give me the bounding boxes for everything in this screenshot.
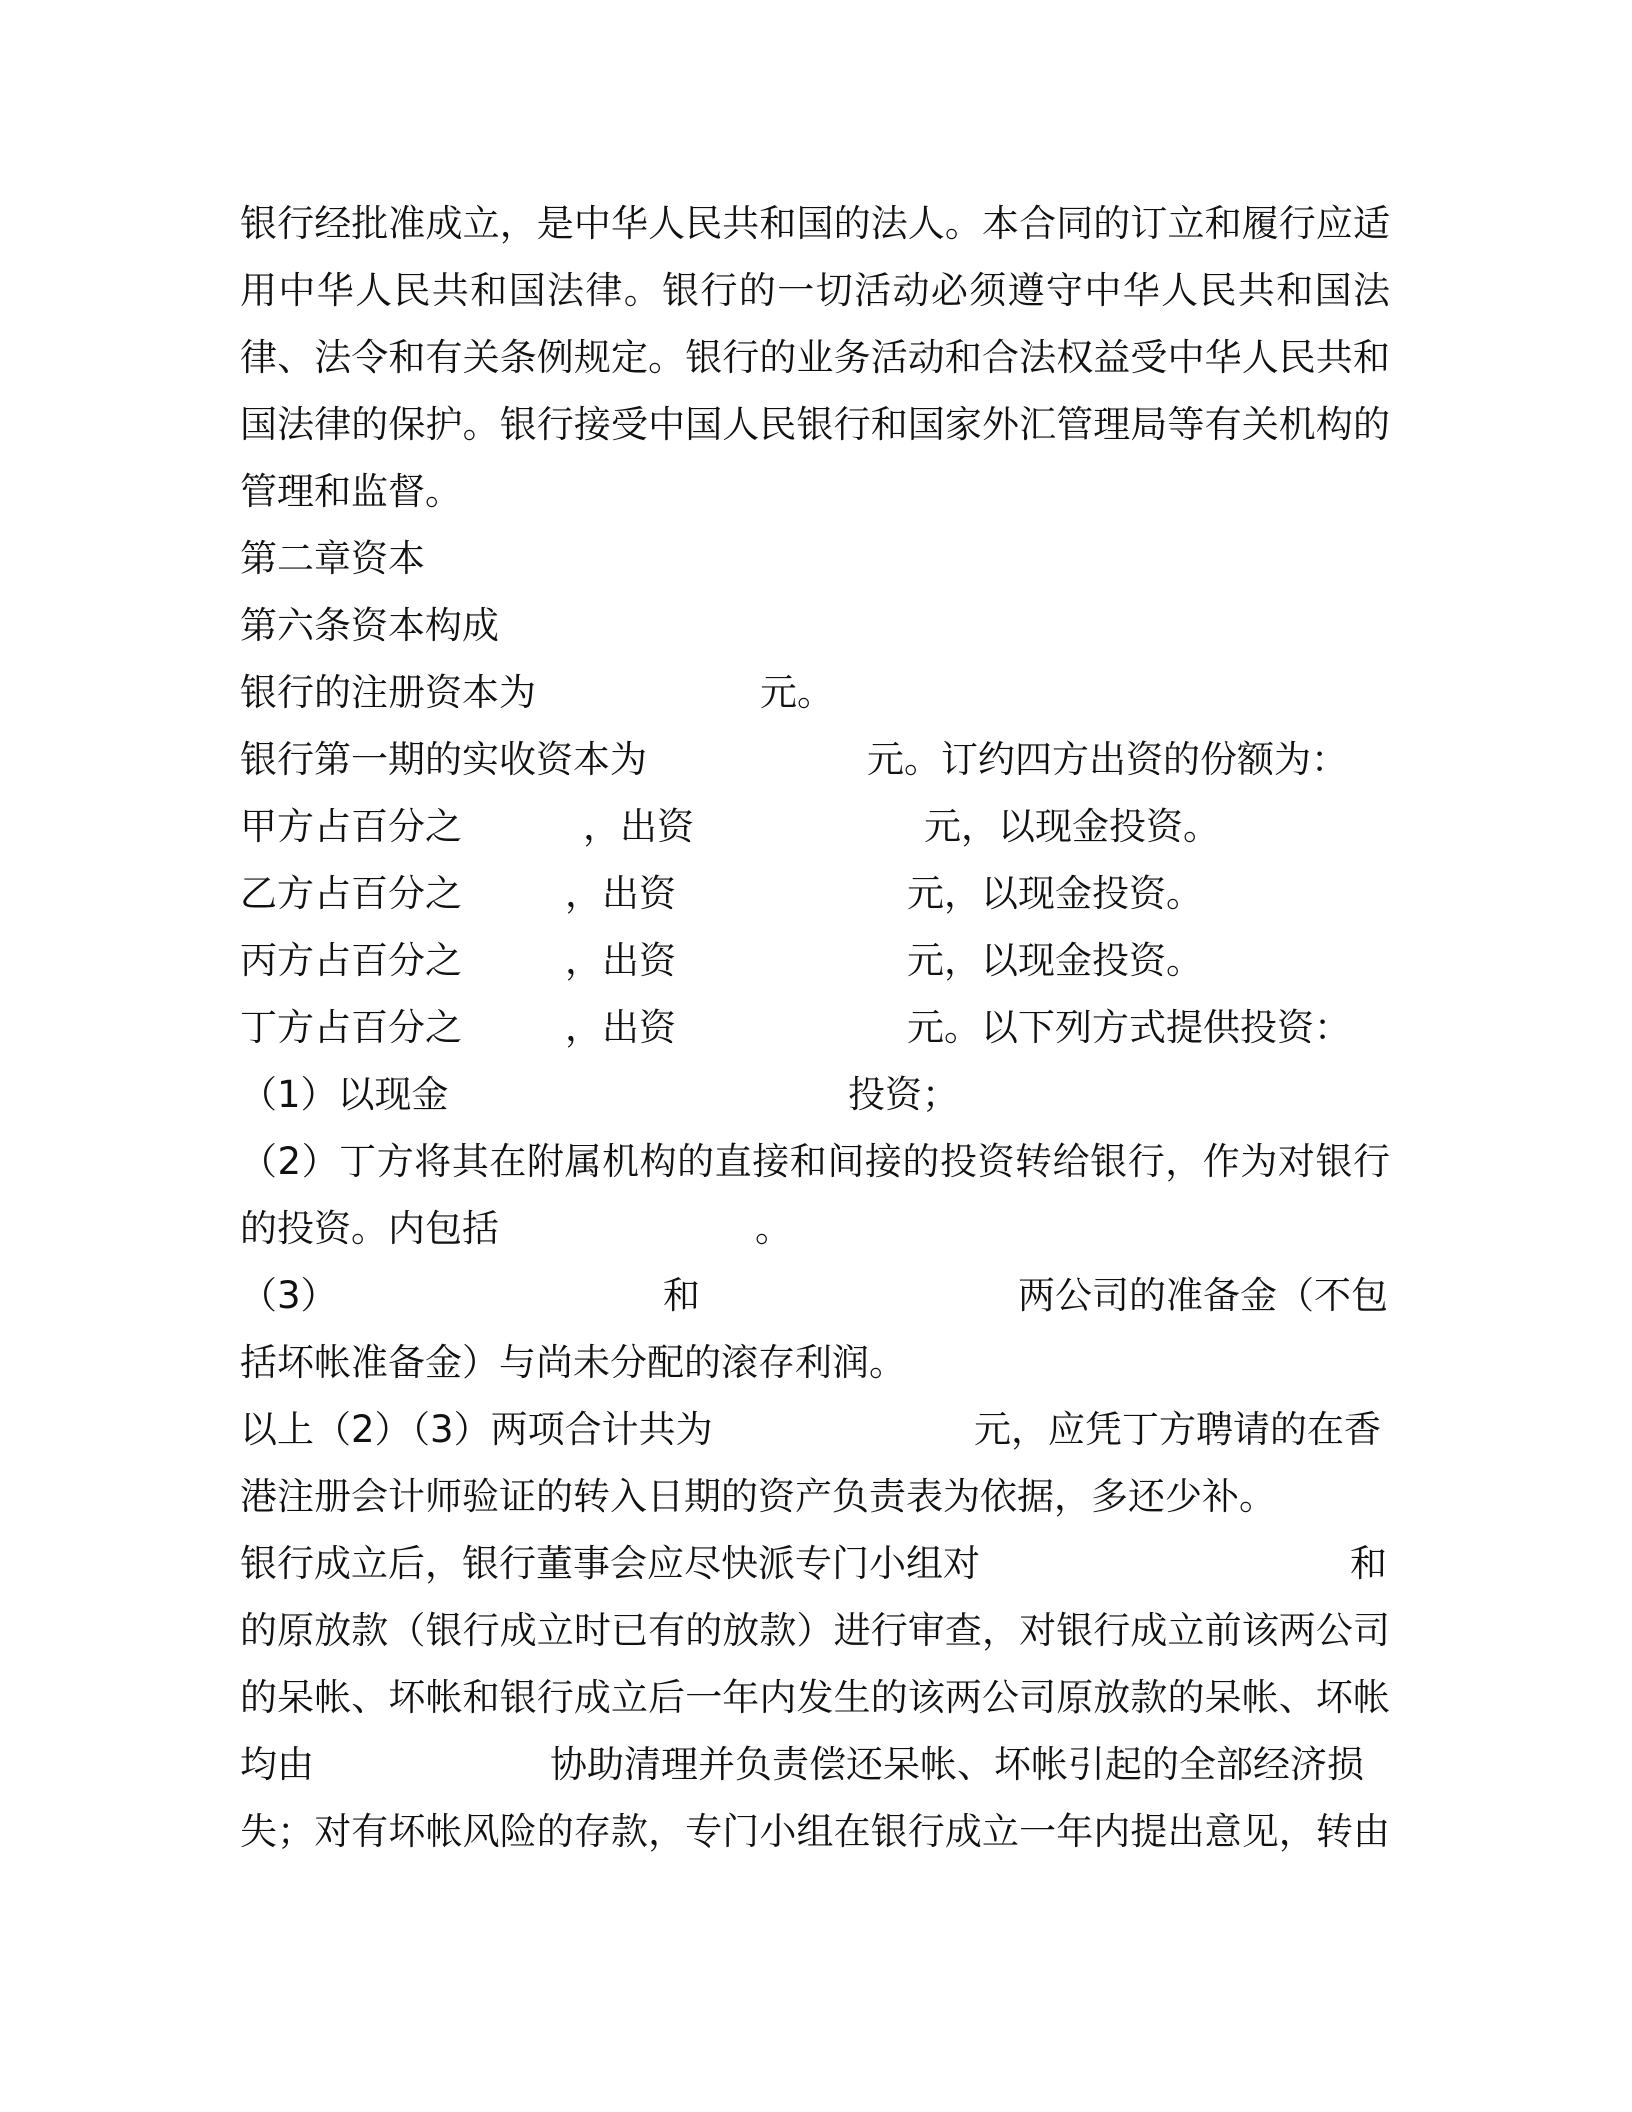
paragraph-line: 国法律的保护。银行接受中国人民银行和国家外汇管理局等有关机构的: [240, 403, 1390, 446]
share-suffix: 元。以下列方式提供投资：: [907, 1006, 1351, 1049]
total-prefix: 以上（2）（3）两项合计共为: [240, 1408, 713, 1451]
share-middle: ，出资: [583, 805, 694, 848]
share-suffix: 元，以现金投资。: [907, 872, 1203, 915]
review-line4: [240, 1731, 1390, 1798]
total-suffix: 元，应凭丁方聘请的在香: [974, 1408, 1381, 1451]
item2-suffix: 。: [755, 1207, 792, 1250]
paid-in-capital-unit: 元。订约四方出资的份额为：: [867, 738, 1348, 781]
review-line1-suffix: 和: [1350, 1542, 1387, 1585]
item1-line: [240, 1061, 1390, 1128]
item2-prefix: 的投资。内包括: [240, 1207, 499, 1250]
share-line-ding: [240, 994, 1390, 1061]
item3-prefix: （3）: [240, 1274, 338, 1317]
chapter-title: 第二章资本: [240, 537, 425, 580]
registered-capital-label: 银行的注册资本为: [240, 671, 536, 714]
item3-line1: [240, 1262, 1390, 1329]
share-middle: ，出资: [565, 1006, 676, 1049]
review-line3: 的呆帐、坏帐和银行成立后一年内发生的该两公司原放款的呆帐、坏帐: [240, 1676, 1390, 1719]
review-line5: 失；对有坏帐风险的存款，专门小组在银行成立一年内提出意见，转由: [240, 1810, 1390, 1853]
total-line1: [240, 1396, 1390, 1463]
review-line2: 的原放款（银行成立时已有的放款）进行审查，对银行成立前该两公司: [240, 1609, 1390, 1652]
share-middle: ，出资: [565, 872, 676, 915]
share-line-jia: [240, 793, 1390, 860]
share-line-yi: [240, 860, 1390, 927]
item2-line2: [240, 1195, 1390, 1262]
review-line1: [240, 1530, 1390, 1597]
share-suffix: 元，以现金投资。: [907, 939, 1203, 982]
review-line4-prefix: 均由: [240, 1743, 314, 1786]
share-line-bing: [240, 927, 1390, 994]
paragraph-line: 律、法令和有关条例规定。银行的业务活动和合法权益受中华人民共和: [240, 336, 1390, 379]
article-title: 第六条资本构成: [240, 604, 499, 647]
registered-capital-line: [240, 659, 1390, 726]
share-party: 丙方占百分之: [240, 939, 462, 982]
share-party: 丁方占百分之: [240, 1006, 462, 1049]
item3-line2: 括坏帐准备金）与尚未分配的滚存利润。: [240, 1341, 906, 1384]
review-line4-suffix: 协助清理并负责偿还呆帐、坏帐引起的全部经济损: [550, 1743, 1364, 1786]
share-suffix: 元，以现金投资。: [924, 805, 1220, 848]
item3-middle: 和: [663, 1274, 700, 1317]
share-party: 乙方占百分之: [240, 872, 462, 915]
document-page: [240, 190, 1390, 1865]
item1-suffix: 投资；: [848, 1073, 959, 1116]
item3-suffix: 两公司的准备金（不包: [1018, 1274, 1388, 1317]
share-party: 甲方占百分之: [240, 805, 462, 848]
item1-prefix: （1）以现金: [240, 1073, 449, 1116]
total-line2: 港注册会计师验证的转入日期的资产负责表为依据，多还少补。: [240, 1475, 1276, 1518]
paragraph-line: 用中华人民共和国法律。银行的一切活动必须遵守中华人民共和国法: [240, 269, 1390, 312]
paragraph-line: 银行经批准成立，是中华人民共和国的法人。本合同的订立和履行应适: [240, 202, 1390, 245]
review-line1-prefix: 银行成立后，银行董事会应尽快派专门小组对: [240, 1542, 980, 1585]
paid-in-capital-line: [240, 726, 1390, 793]
item2-line1: （2）丁方将其在附属机构的直接和间接的投资转给银行，作为对银行: [240, 1140, 1390, 1183]
registered-capital-unit: 元。: [760, 671, 834, 714]
paid-in-capital-label: 银行第一期的实收资本为: [240, 738, 647, 781]
paragraph-line: 管理和监督。: [240, 470, 462, 513]
share-middle: ，出资: [565, 939, 676, 982]
